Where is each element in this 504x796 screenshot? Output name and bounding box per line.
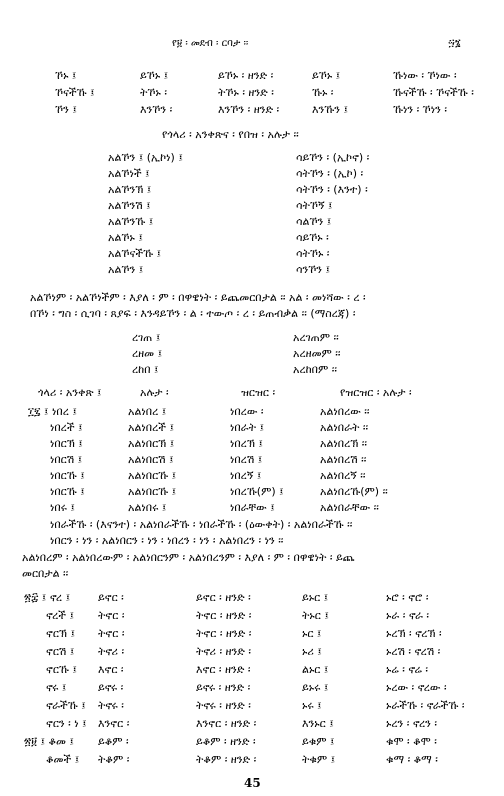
example-negated: አረዘመም ፡፡ xyxy=(293,347,341,360)
cell: ትቆም ፡ ዘንድ ፡ xyxy=(196,753,257,766)
cell: አልነበርኹ ፤ xyxy=(128,469,177,482)
table-row xyxy=(0,69,504,83)
cell: ነበርኹ ፤ xyxy=(50,485,85,498)
table-line: ነበርን ፡ ነን ፡ አልነበርን ፡ ነን ፡ ነበረን ፡ ነን ፡ አልነበረን ፡ ነን ፡፡ xyxy=(50,534,284,547)
running-header: የ፱ ፡ መደብ ፡ ርባታ ፡፡ xyxy=(172,38,249,49)
cell: እኖር ፡ xyxy=(98,663,124,676)
cell: ኑረኽ ፡ ኖረኽ ፡ xyxy=(386,627,442,640)
cell: እኖር ፡ ዘንድ ፡ xyxy=(196,663,251,676)
list-item: ሳትኾን ፡ (እንተ) ፡ xyxy=(296,183,368,196)
cell: ነበርሽ ፤ xyxy=(50,453,83,466)
page-number: 45 xyxy=(244,776,261,790)
paragraph-line: መርበታል ፡፡ xyxy=(22,567,69,580)
cell: አልነበራቸው ፡፡ xyxy=(320,501,379,514)
cell: ኖራችኹ ፤ xyxy=(46,699,86,712)
cell: እንኾን ፡ ዘንድ ፡ xyxy=(218,103,280,116)
cell: ኖርኹ ፤ xyxy=(46,663,77,676)
cell: ኑራችኹ ፡ ኖራችኹ ፡ xyxy=(386,699,465,712)
cell: ነበረኝ ፤ xyxy=(230,469,262,482)
cell: አልነበረች ፤ xyxy=(128,421,175,434)
list-item: አልኾን ፤ xyxy=(108,263,144,276)
cell: ኖርን ፡ ነ ፤ xyxy=(46,717,87,730)
table-row xyxy=(0,663,504,677)
cell: ትኖር ፡ ዘንድ ፡ xyxy=(196,627,252,640)
cell: እንኹን ፤ xyxy=(312,103,349,116)
list-item: አልኾኑ ፤ xyxy=(108,231,143,244)
cell: ትኑር ፤ xyxy=(302,609,329,622)
cell: ፳፰ ፤ ኖረ ፤ xyxy=(24,591,71,604)
paragraph-line: አልኾነም ፡ አልኾነችም ፡ እያለ ፡ ም ፡ በዋዌነት ፡ ይጨመርበታል ፡፡ አል ፡ መነሻው ፡ ረ ፡ xyxy=(30,291,366,304)
table-row xyxy=(0,86,504,100)
paragraph-line: በኾነ ፡ ግስ ፡ ሲገባ ፡ ጸያፍ ፡ እንዳይኾን ፡ ል ፡ ተውጦ ፡ ረ ፡ ይጠብቃል ፡፡ (ማስረጃ) ፡ xyxy=(30,307,356,320)
list-item: አልኾንኽ ፤ xyxy=(108,183,152,196)
cell: ትቆም ፡ xyxy=(98,753,130,766)
page-label: ፵፮ xyxy=(448,38,461,49)
column-header: የዝርዝር ፡ አሉታ ፡ xyxy=(340,386,412,399)
cell: ኖሩ ፤ xyxy=(46,681,67,694)
cell: ይኾኑ ፡ ዘንድ ፡ xyxy=(218,69,274,82)
table-row xyxy=(0,103,504,117)
cell: ኑሬ ፡ ኖሬ ፡ xyxy=(386,663,428,676)
cell: ኑር ፤ xyxy=(302,627,322,640)
cell: ይቆም ፡ ዘንድ ፡ xyxy=(196,735,256,748)
table-row xyxy=(0,699,504,713)
table-row xyxy=(0,453,504,467)
table-row xyxy=(0,405,504,419)
example-base: ረዘመ ፤ xyxy=(132,347,163,360)
list-item: ሳይኾኑ ፡ xyxy=(296,231,329,244)
cell: ኹነው ፡ ኾነው ፡ xyxy=(393,69,457,82)
cell: ፲፯ ፤ ነበረ ፤ xyxy=(28,405,77,418)
cell: ይኖሩ ፡ xyxy=(98,681,124,694)
cell: ይኖር ፡ xyxy=(98,591,124,604)
cell: ኑረው ፡ ኖረው ፡ xyxy=(386,681,447,694)
list-item: አልኾነች ፤ xyxy=(108,167,150,180)
cell: ይኖር ፡ ዘንድ ፡ xyxy=(196,591,251,604)
cell: አልነበርሽ ፤ xyxy=(128,453,174,466)
table-row xyxy=(0,681,504,695)
cell: ትኖር ፡ xyxy=(98,627,125,640)
table-row xyxy=(0,421,504,435)
cell: እንኾን ፡ xyxy=(140,103,173,116)
cell: ኾናችኹ ፤ xyxy=(55,86,95,99)
cell: ትኖሩ ፡ xyxy=(98,699,124,712)
list-item: አልኾን ፤ (ኢኮነ) ፤ xyxy=(108,151,183,164)
cell: ኑረን ፡ ኖረን ፡ xyxy=(386,717,437,730)
table-header xyxy=(0,386,504,400)
cell: ኖርሽ ፤ xyxy=(46,645,75,658)
cell: ኹነን ፡ ኾነን ፡ xyxy=(393,103,447,116)
paragraph-line: አልነበረም ፡ አልነበረውም ፡ አልነበርንም ፡ አልነበረንም ፡ እያለ ፡ ም ፡ በዋዌነት ፡ ይጨ xyxy=(22,551,355,564)
cell: ኖረች ፤ xyxy=(46,609,75,622)
cell: አልነበረኹ(ም) ፡፡ xyxy=(320,485,388,498)
cell: ኑሮ ፡ ኖሮ ፡ xyxy=(386,591,429,604)
cell: ኑራ ፡ ኖራ ፡ xyxy=(386,609,429,622)
cell: አልነበረሽ ፡፡ xyxy=(320,453,367,466)
list-item: አልኾንሽ ፤ xyxy=(108,199,151,212)
table-row xyxy=(0,469,504,483)
cell: ነበራቸው ፤ xyxy=(230,501,275,514)
column-header: ዝርዝር ፡ xyxy=(241,386,276,399)
cell: ነበረች ፤ xyxy=(50,421,83,434)
cell: ፳፱ ፤ ቆመ ፤ xyxy=(24,735,74,748)
cell: ኾን ፤ xyxy=(55,103,77,116)
table-row xyxy=(0,717,504,731)
cell: ይኑር ፤ xyxy=(302,591,329,604)
cell: ነበረኽ ፤ xyxy=(230,437,263,450)
column-header: አሉታ ፡ xyxy=(140,386,169,399)
table-row xyxy=(0,591,504,605)
list-item: ሳትኾኝ ፤ xyxy=(296,199,333,212)
cell: አልነበርኽ ፤ xyxy=(128,437,175,450)
cell: ትኖሪ ፡ xyxy=(98,645,125,658)
cell: ይቁም ፤ xyxy=(302,735,335,748)
cell: ትቁም ፤ xyxy=(302,753,336,766)
cell: ነበረኹ(ም) ፤ xyxy=(230,485,284,498)
cell: ነበረሽ ፤ xyxy=(230,453,263,466)
table-row xyxy=(0,609,504,623)
list-item: ሳንኾን ፤ xyxy=(296,263,331,276)
cell: ነበሩ ፤ xyxy=(50,501,75,514)
table-row xyxy=(0,735,504,749)
cell: ይቆም ፡ xyxy=(98,735,129,748)
list-item: አልኾናችኹ ፤ xyxy=(108,247,162,260)
cell: አልነበርኹ ፤ xyxy=(128,485,177,498)
cell: ኑረሽ ፡ ኖረሽ ፡ xyxy=(386,645,441,658)
cell: ኾኑ ፤ xyxy=(55,69,77,82)
cell: አልነበረኝ ፡፡ xyxy=(320,469,366,482)
cell: ኖርኽ ፤ xyxy=(46,627,75,640)
cell: ነበረው ፡ xyxy=(230,405,264,418)
cell: ይኑሩ ፤ xyxy=(302,681,329,694)
table-line: ነበራችኹ ፡ (እናንተ) ፡ አልነበራችኹ ፡ ነበራችኹ ፡ (ዕውቀት) ፡ አልነበራችኹ ፡፡ xyxy=(50,518,353,531)
cell: ነበራት ፤ xyxy=(230,421,265,434)
example-base: ረገጠ ፤ xyxy=(132,331,161,344)
table-row xyxy=(0,753,504,767)
cell: አልነበራት ፡፡ xyxy=(320,421,369,434)
cell: ትኖር ፡ ዘንድ ፡ xyxy=(196,609,252,622)
cell: አልነበረኽ ፡፡ xyxy=(320,437,368,450)
cell: አልነበረ ፤ xyxy=(128,405,167,418)
cell: አልነበሩ ፤ xyxy=(128,501,167,514)
list-item: ሳትኾኑ ፡ xyxy=(296,247,330,260)
cell: ይኾኑ ፤ xyxy=(140,69,169,82)
list-item: ሳትኾን ፡ (ኢኮ) ፡ xyxy=(296,167,364,180)
cell: አልነበረው ፡፡ xyxy=(320,405,370,418)
cell: ቁማ ፡ ቆማ ፡ xyxy=(386,753,438,766)
cell: ነበርኽ ፤ xyxy=(50,437,83,450)
cell: ይኾኑ ፤ xyxy=(312,69,341,82)
cell: እንኖር ፡ ዘንድ ፡ xyxy=(196,717,257,730)
cell: ነበርኹ ፤ xyxy=(50,469,85,482)
list-item: ሳልኾን ፤ xyxy=(296,215,332,228)
cell: ቆመች ፤ xyxy=(46,753,80,766)
table-row xyxy=(0,437,504,451)
cell: ትኖሩ ፡ ዘንድ ፡ xyxy=(196,699,251,712)
cell: ትኖሪ ፡ ዘንድ ፡ xyxy=(196,645,252,658)
cell: እንኖር ፡ xyxy=(98,717,130,730)
example-negated: አረከበም ፡፡ xyxy=(293,363,337,376)
cell: ቁሞ ፡ ቆሞ ፡ xyxy=(386,735,437,748)
cell: ኑሩ ፤ xyxy=(302,699,322,712)
cell: ትኖር ፡ xyxy=(98,609,125,622)
cell: ኹኑ ፡ xyxy=(312,86,334,99)
table-row xyxy=(0,485,504,499)
list-item: ሳይኾን ፡ (ኢኮኖ) ፡ xyxy=(296,151,370,164)
section-heading: የጎላሪ ፡ አንቀጽና ፡ የበዝ ፡ አሉታ ፡፡ xyxy=(162,128,299,141)
example-negated: አረገጠም ፡፡ xyxy=(293,331,339,344)
cell: ኹናችኹ ፡ ኾናችኹ ፡ xyxy=(393,86,474,99)
cell: እንኑር ፤ xyxy=(302,717,334,730)
cell: ትኾኑ ፡ ዘንድ ፡ xyxy=(218,86,274,99)
cell: ልኑር ፤ xyxy=(302,663,329,676)
list-item: አልኾንኹ ፤ xyxy=(108,215,154,228)
column-header: ጎላሪ ፡ አንቀጽ ፤ xyxy=(38,386,102,399)
cell: ኑሪ ፤ xyxy=(302,645,322,658)
table-row xyxy=(0,645,504,659)
cell: ይኖሩ ፡ ዘንድ ፡ xyxy=(196,681,251,694)
example-base: ረከበ ፤ xyxy=(132,363,159,376)
table-row xyxy=(0,501,504,515)
table-row xyxy=(0,627,504,641)
cell: ትኾኑ ፡ xyxy=(140,86,167,99)
